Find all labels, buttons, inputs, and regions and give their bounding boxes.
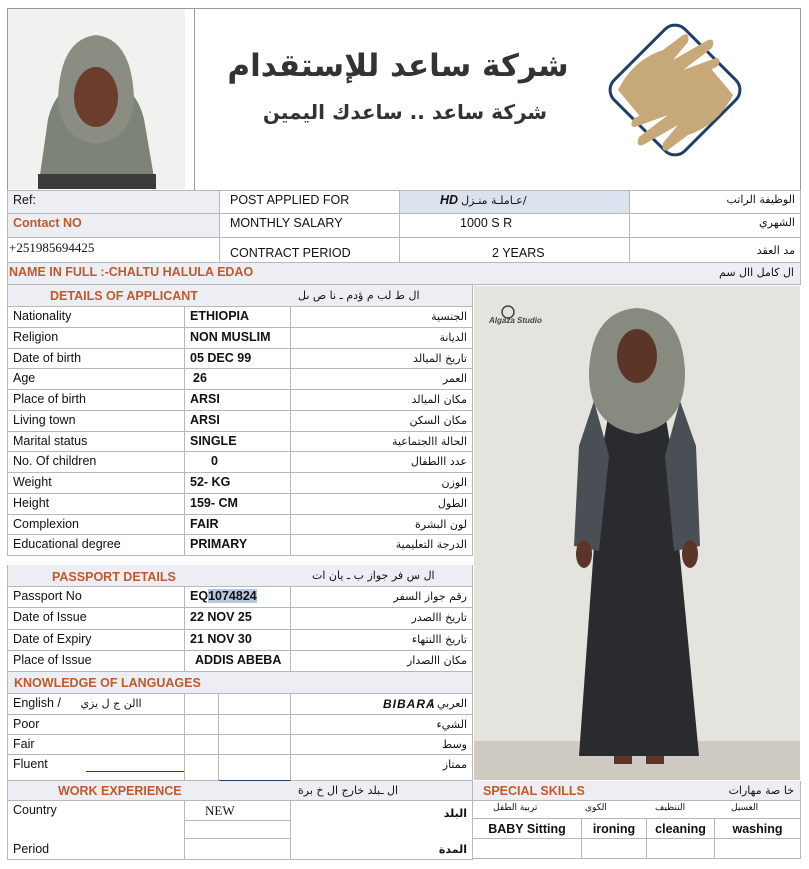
- field-label-cell: [7, 307, 185, 328]
- field-label-ar-cell: [291, 411, 473, 432]
- language-level-label-cell: [7, 735, 185, 755]
- field-value-cell: [185, 349, 291, 370]
- field-value: 26: [193, 371, 207, 386]
- post-label-cell: [220, 190, 400, 214]
- passport-label-ar-cell: [291, 651, 473, 672]
- field-value: ARSI: [190, 412, 220, 427]
- language-level-ar-cell: [291, 715, 473, 735]
- field-label-cell: [7, 369, 185, 390]
- phone-number: +251985694425: [9, 240, 95, 255]
- field-label: No. Of children: [13, 454, 97, 469]
- passport-label-ar-cell: [291, 608, 473, 629]
- passport-label-ar: تاريخ االنتهاء: [411, 632, 467, 646]
- field-label-cell: [7, 390, 185, 411]
- field-label-ar: الديانة: [439, 330, 467, 344]
- language-level-ar-cell: [291, 735, 473, 755]
- field-label-ar-cell: [291, 494, 473, 515]
- field-value-cell: [185, 452, 291, 473]
- ref-label-cell: [7, 190, 220, 214]
- field-label-ar-cell: [291, 515, 473, 536]
- field-label-ar: الوزن: [441, 476, 467, 489]
- country-value-cell: [185, 801, 291, 821]
- field-value-cell: [185, 494, 291, 515]
- passport-section-title: PASSPORT DETAILS: [52, 570, 176, 584]
- field-label-ar: الحالة االجتماعية: [392, 434, 467, 448]
- field-label-cell: [7, 535, 185, 556]
- post-label-ar: الوظيفة الراتب: [630, 190, 801, 214]
- arabic-label-ar: العربي /: [429, 697, 467, 710]
- passport-label-cell: [7, 651, 185, 672]
- passport-label: Date of Issue: [13, 610, 87, 625]
- field-label-ar: الطول: [437, 496, 467, 510]
- skill-item-cell: [647, 819, 715, 839]
- post-label: POST APPLIED FOR: [230, 193, 350, 207]
- field-value: FAIR: [190, 516, 219, 531]
- field-value-cell: [185, 307, 291, 328]
- field-label-ar-cell: [291, 535, 473, 556]
- salary-value-cell: [400, 214, 630, 238]
- skill-item: washing: [732, 822, 783, 836]
- skills-ar-row: [473, 801, 801, 819]
- passport-label-cell: [7, 630, 185, 651]
- applicant-section-title: DETAILS OF APPLICANT: [50, 289, 198, 303]
- field-value: SINGLE: [190, 433, 237, 448]
- skill-item-cell: [715, 819, 801, 839]
- contract-value: 2 YEARS: [492, 246, 545, 260]
- skill-item: cleaning: [655, 822, 706, 836]
- passport-label-ar: تاريخ االصدر: [411, 611, 467, 625]
- field-value: ETHIOPIA: [190, 309, 250, 323]
- language-level-ar-cell: [291, 755, 473, 781]
- language-level-ar: الشيء: [436, 718, 467, 731]
- field-label-ar-cell: [291, 452, 473, 473]
- passport-value-cell: [185, 630, 291, 651]
- field-label-ar-cell: [291, 349, 473, 370]
- passport-label-cell: [7, 587, 185, 608]
- field-value: 05 DEC 99: [190, 350, 252, 365]
- passport-number-prefix: EQ: [190, 589, 209, 603]
- skill-check-cell: [473, 839, 582, 859]
- passport-value-cell: [185, 608, 291, 629]
- salary-value: 1000 S R: [460, 216, 513, 230]
- skill-label-ar: الكوى: [585, 803, 607, 813]
- language-level-label: Fair: [13, 737, 35, 751]
- contact-label: Contact NO: [13, 216, 82, 230]
- phone-cell: [7, 238, 220, 263]
- languages-section-header: [7, 672, 473, 694]
- passport-value-cell: [185, 651, 291, 672]
- field-label-cell: [7, 515, 185, 536]
- field-label-cell: [7, 328, 185, 349]
- field-label: Educational degree: [13, 537, 121, 552]
- field-label-ar: الدرجة التعليمية: [395, 538, 467, 552]
- field-value: ARSI: [190, 392, 220, 406]
- field-value-cell: [185, 328, 291, 349]
- field-label: Marital status: [13, 433, 88, 448]
- field-label: Place of birth: [13, 392, 86, 406]
- work-section-title: WORK EXPERIENCE: [58, 784, 182, 798]
- contract-label: CONTRACT PERIOD: [230, 246, 351, 260]
- field-value-cell: [185, 515, 291, 536]
- english-label-ar: االن ج ل يزي: [80, 697, 142, 710]
- field-label-cell: [7, 452, 185, 473]
- language-level-ar: وسط: [442, 738, 467, 751]
- period-label-ar: المدة: [291, 839, 473, 860]
- passport-value: ADDIS ABEBA: [195, 652, 282, 667]
- field-label-ar-cell: [291, 328, 473, 349]
- ref-label: Ref:: [13, 193, 36, 207]
- field-label: Age: [13, 371, 36, 386]
- skill-item-cell: [582, 819, 647, 839]
- field-label: Complexion: [13, 516, 80, 531]
- english-label-cell: [7, 694, 185, 715]
- field-label-ar-cell: [291, 369, 473, 390]
- language-check-cell: [185, 735, 219, 755]
- salary-label: MONTHLY SALARY: [230, 216, 343, 230]
- field-label-cell: [7, 494, 185, 515]
- field-label: Religion: [13, 329, 59, 344]
- field-label-ar: لون البشرة: [415, 517, 467, 531]
- field-label-cell: [7, 432, 185, 453]
- field-value-cell: [185, 369, 291, 390]
- language-check-cell: [219, 715, 291, 735]
- field-value-cell: [185, 411, 291, 432]
- passport-label-ar-cell: [291, 587, 473, 608]
- applicant-section-title-ar: ال ط لب م ؤدم ـ نا ص ىل: [298, 289, 420, 302]
- passport-label: Passport No: [13, 589, 82, 603]
- field-value: 0: [211, 454, 218, 469]
- full-name-label-ar: ال كامل اال سم: [719, 266, 794, 279]
- country-label-cell: [7, 801, 185, 839]
- skill-item: BABY Sitting: [488, 822, 566, 836]
- field-label: Height: [13, 495, 50, 510]
- full-name-row: [7, 263, 801, 285]
- language-check-cell: [185, 755, 219, 781]
- field-label: Living town: [13, 412, 76, 427]
- field-label-ar: الجنسية: [431, 310, 467, 323]
- field-label-ar-cell: [291, 432, 473, 453]
- passport-value-cell: [185, 587, 291, 608]
- skill-label-ar: التنظيف: [655, 803, 686, 813]
- field-label-ar-cell: [291, 473, 473, 494]
- field-value: 159- CM: [190, 495, 238, 510]
- skill-check-cell: [647, 839, 715, 859]
- field-value: 52- KG: [190, 475, 231, 489]
- passport-value: 21 NOV 30: [190, 631, 252, 646]
- post-value: HD: [440, 193, 459, 207]
- contract-label-cell: [220, 238, 400, 263]
- field-value-cell: [185, 535, 291, 556]
- field-label: Nationality: [13, 309, 72, 323]
- skill-check-cell: [582, 839, 647, 859]
- passport-label: Date of Expiry: [13, 631, 92, 646]
- passport-number: 1074824: [208, 589, 257, 603]
- contact-label-cell: [7, 214, 220, 238]
- field-label-ar-cell: [291, 307, 473, 328]
- period-label-cell: [7, 839, 185, 860]
- country-label: Country: [13, 803, 57, 817]
- passport-label-ar: مكان االصدار: [406, 653, 467, 667]
- arabic-level-cell: [291, 694, 473, 715]
- post-value-cell: [400, 190, 630, 214]
- contract-value-cell: [400, 238, 630, 263]
- company-name: شركة ساعد للإستقدام: [227, 48, 569, 84]
- passport-section-header: [7, 565, 473, 587]
- country-value: NEW: [205, 803, 235, 818]
- skills-section-title: SPECIAL SKILLS: [483, 784, 585, 798]
- arabic-level-value: BIBARA: [383, 697, 436, 711]
- contract-label-ar: مد العقد: [630, 238, 801, 263]
- field-value-cell: [185, 473, 291, 494]
- passport-label-cell: [7, 608, 185, 629]
- field-label: Weight: [13, 475, 52, 489]
- language-level-label: Poor: [13, 717, 40, 731]
- company-logo: [588, 20, 763, 175]
- field-value-cell: [185, 432, 291, 453]
- language-level-label-cell: [7, 715, 185, 735]
- field-label-cell: [7, 411, 185, 432]
- applicant-section-header: [7, 285, 473, 307]
- salary-label-cell: [220, 214, 400, 238]
- field-label-ar: تاريخ الميالد: [413, 351, 467, 365]
- field-value: NON MUSLIM: [190, 329, 271, 344]
- work-section-header: [7, 781, 473, 801]
- passport-label-ar: رقم جواز السفر: [393, 590, 467, 603]
- field-label-ar: مكان الميالد: [411, 393, 467, 406]
- passport-section-title-ar: ال س فر جواز ب ـ يان ات: [312, 569, 435, 582]
- field-label: Date of birth: [13, 350, 82, 365]
- skill-label-ar: الغسيل: [731, 803, 759, 813]
- field-value: PRIMARY: [190, 537, 248, 552]
- skill-item: ironing: [592, 822, 636, 836]
- field-label-cell: [7, 349, 185, 370]
- skills-section-title-ar: خا صة مهارات: [728, 784, 794, 797]
- passport-label: Place of Issue: [13, 652, 92, 667]
- field-label-cell: [7, 473, 185, 494]
- full-name: NAME IN FULL :-CHALTU HALULA EDAO: [9, 265, 254, 279]
- language-level-label-cell: [7, 755, 185, 781]
- language-check-cell: [219, 755, 291, 781]
- skill-check-cell: [715, 839, 801, 859]
- languages-section-title: KNOWLEDGE OF LANGUAGES: [14, 676, 201, 690]
- skill-label-ar: تربية الطفل: [493, 803, 538, 813]
- company-slogan: شركة ساعد .. ساعدك اليمين: [262, 100, 548, 124]
- work-section-title-ar: ال ـبلد خارج ال خ برة: [298, 784, 399, 797]
- field-label-ar: العمر: [442, 372, 467, 386]
- field-value-cell: [185, 390, 291, 411]
- field-label-ar: مكان السكن: [409, 413, 467, 427]
- country-label-ar: البلد: [291, 801, 473, 839]
- passport-label-ar-cell: [291, 630, 473, 651]
- language-level-ar: ممتاز: [442, 758, 467, 771]
- salary-label-ar: الشهري: [630, 214, 801, 238]
- skills-section-header: [473, 781, 801, 801]
- field-label-ar: عدد االطفال: [410, 455, 467, 469]
- applicant-headshot: [8, 9, 185, 189]
- english-label: English /: [13, 696, 61, 710]
- post-value-ar: عـاملـة منـزل/: [461, 194, 527, 207]
- period-label: Period: [13, 842, 50, 856]
- studio-watermark: Algaza Studio: [489, 316, 542, 325]
- language-check-cell: [185, 715, 219, 735]
- language-level-label: Fluent: [13, 757, 48, 771]
- applicant-full-photo: [474, 286, 800, 780]
- language-check-cell: [219, 735, 291, 755]
- passport-value: 22 NOV 25: [190, 610, 252, 625]
- field-label-ar-cell: [291, 390, 473, 411]
- skill-item-cell: [473, 819, 582, 839]
